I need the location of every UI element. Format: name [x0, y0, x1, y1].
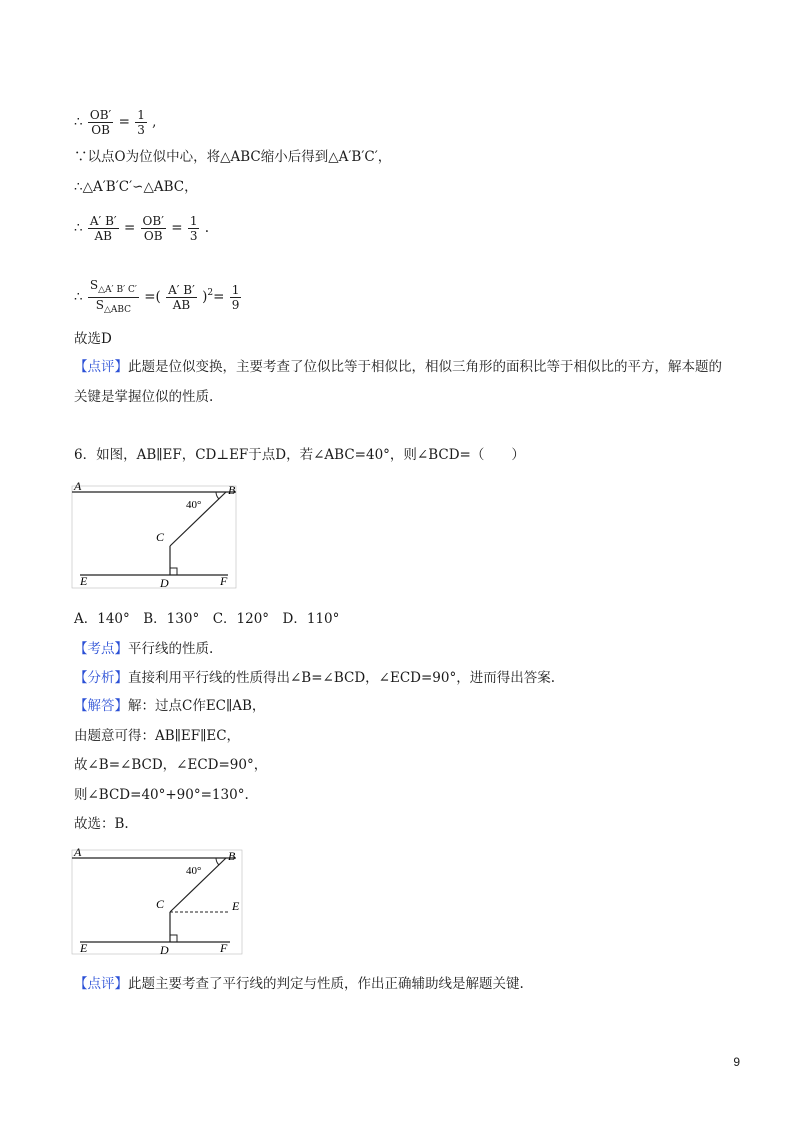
jieda-text: 解：过点C作EC∥AB， — [128, 698, 266, 714]
kaodian-tag: 【考点】 — [74, 641, 128, 657]
fraction-numerator: A′ B′ — [168, 283, 195, 297]
solution-line: 故选：B. — [74, 816, 129, 832]
comment-1-line-1 — [74, 358, 722, 376]
therefore-symbol: ∴ — [74, 220, 83, 236]
jieda-tag: 【解答】 — [74, 698, 128, 714]
fraction-ob-prime-over-ob — [88, 108, 113, 137]
close-paren: ) — [202, 289, 208, 305]
comment-1-line-2: 关键是掌握位似的性质. — [74, 389, 214, 405]
fraction-numerator: OB′ — [142, 214, 164, 228]
subscript: △A′ B′ C′ — [98, 285, 137, 295]
fraction-numerator — [88, 278, 139, 298]
kaodian-text: 平行线的性质. — [128, 641, 214, 657]
fraction-numerator: A′ B′ — [89, 214, 117, 228]
solution-line: 则∠BCD=40°+90°=130°. — [74, 787, 249, 803]
label-a: A — [74, 479, 82, 493]
right-angle-mark — [170, 568, 177, 575]
label-d: D — [160, 943, 169, 956]
label-e: E — [80, 574, 88, 588]
equals-sign: = — [118, 114, 130, 130]
label-f: F — [220, 941, 228, 955]
equals-sign: = — [171, 220, 183, 236]
figure-parallel-lines — [70, 478, 250, 590]
label-e-auxiliary: E — [232, 899, 240, 913]
fraction-numerator: 1 — [189, 214, 198, 228]
text-line: ∵以点O为位似中心，将△ABC缩小后得到△A′B′C′， — [74, 149, 392, 165]
fraction-denominator: AB — [172, 298, 191, 312]
text-line: ∴△A′B′C′∽△ABC， — [74, 179, 198, 195]
fraction-area-ratio — [88, 278, 139, 317]
fraction-one-third — [188, 214, 200, 243]
answer-line: 故选D — [74, 331, 112, 347]
ratio-line-4 — [74, 214, 209, 243]
right-angle-mark — [170, 935, 177, 942]
comment-text: 此题是位似变换，主要考查了位似比等于相似比，相似三角形的面积比等于相似比的平方，解本题的 — [128, 359, 722, 375]
comment-text: 此题主要考查了平行线的判定与性质，作出正确辅助线是解题关键. — [128, 976, 524, 992]
fraction-denominator — [94, 298, 133, 317]
label-f: F — [220, 574, 228, 588]
fenxi-line — [74, 669, 555, 687]
fraction-denominator: OB — [143, 229, 163, 243]
fraction-ab-prime-over-ab — [166, 283, 197, 312]
fraction-denominator: 3 — [189, 229, 198, 243]
fraction-one-third — [135, 108, 147, 137]
solution-line: 故∠B=∠BCD，∠ECD=90°， — [74, 757, 268, 773]
label-e: E — [80, 941, 88, 955]
question-6: 6．如图，AB∥EF，CD⊥EF于点D，若∠ABC=40°，则∠BCD=（ ） — [74, 447, 525, 463]
punctuation: , — [152, 114, 157, 130]
label-d: D — [160, 576, 169, 590]
fraction-numerator: OB′ — [89, 108, 112, 122]
label-c: C — [156, 897, 165, 911]
therefore-symbol: ∴ — [74, 114, 83, 130]
label-c: C — [156, 530, 165, 544]
fraction-one-ninth — [230, 283, 242, 312]
fenxi-tag: 【分析】 — [74, 670, 128, 686]
label-b: B — [228, 849, 236, 863]
solution-line: 由题意可得：AB∥EF∥EC， — [74, 728, 241, 744]
fraction-ab-prime-over-ab — [88, 214, 119, 243]
fraction-ob-prime-over-ob — [141, 214, 166, 243]
ratio-line-1 — [74, 108, 156, 137]
angle-arc — [216, 492, 219, 499]
comment-tag: 【点评】 — [74, 976, 128, 992]
area-symbol: S — [95, 298, 104, 312]
area-ratio-line — [74, 278, 242, 317]
equals-paren: =( — [144, 289, 161, 305]
angle-label: 40° — [186, 499, 202, 511]
jieda-line — [74, 697, 265, 715]
equals-sign: = — [213, 289, 225, 305]
fraction-denominator: 9 — [231, 298, 240, 312]
figure-parallel-lines-auxiliary — [70, 844, 250, 956]
comment-tag: 【点评】 — [74, 359, 128, 375]
fraction-numerator: 1 — [137, 108, 145, 122]
figure-frame — [72, 486, 236, 588]
label-b: B — [228, 483, 236, 497]
fenxi-text: 直接利用平行线的性质得出∠B=∠BCD，∠ECD=90°，进而得出答案. — [128, 670, 556, 686]
subscript: △ABC — [103, 305, 132, 315]
fraction-denominator: OB — [91, 123, 110, 137]
fraction-denominator: AB — [94, 229, 112, 243]
equals-sign: = — [123, 220, 136, 236]
kaodian-line — [74, 640, 213, 658]
comment-2-line — [74, 975, 524, 993]
fraction-denominator: 3 — [137, 123, 145, 137]
exponent: 2 — [207, 288, 214, 298]
area-symbol: S — [89, 278, 99, 292]
punctuation: . — [204, 220, 210, 236]
answer-options: A．140° B．130° C．120° D．110° — [74, 611, 340, 627]
angle-arc — [216, 858, 219, 865]
angle-label: 40° — [186, 865, 202, 877]
therefore-symbol: ∴ — [74, 289, 83, 305]
fraction-numerator: 1 — [231, 283, 240, 297]
page-number: 9 — [733, 1055, 740, 1069]
label-a: A — [74, 845, 82, 859]
